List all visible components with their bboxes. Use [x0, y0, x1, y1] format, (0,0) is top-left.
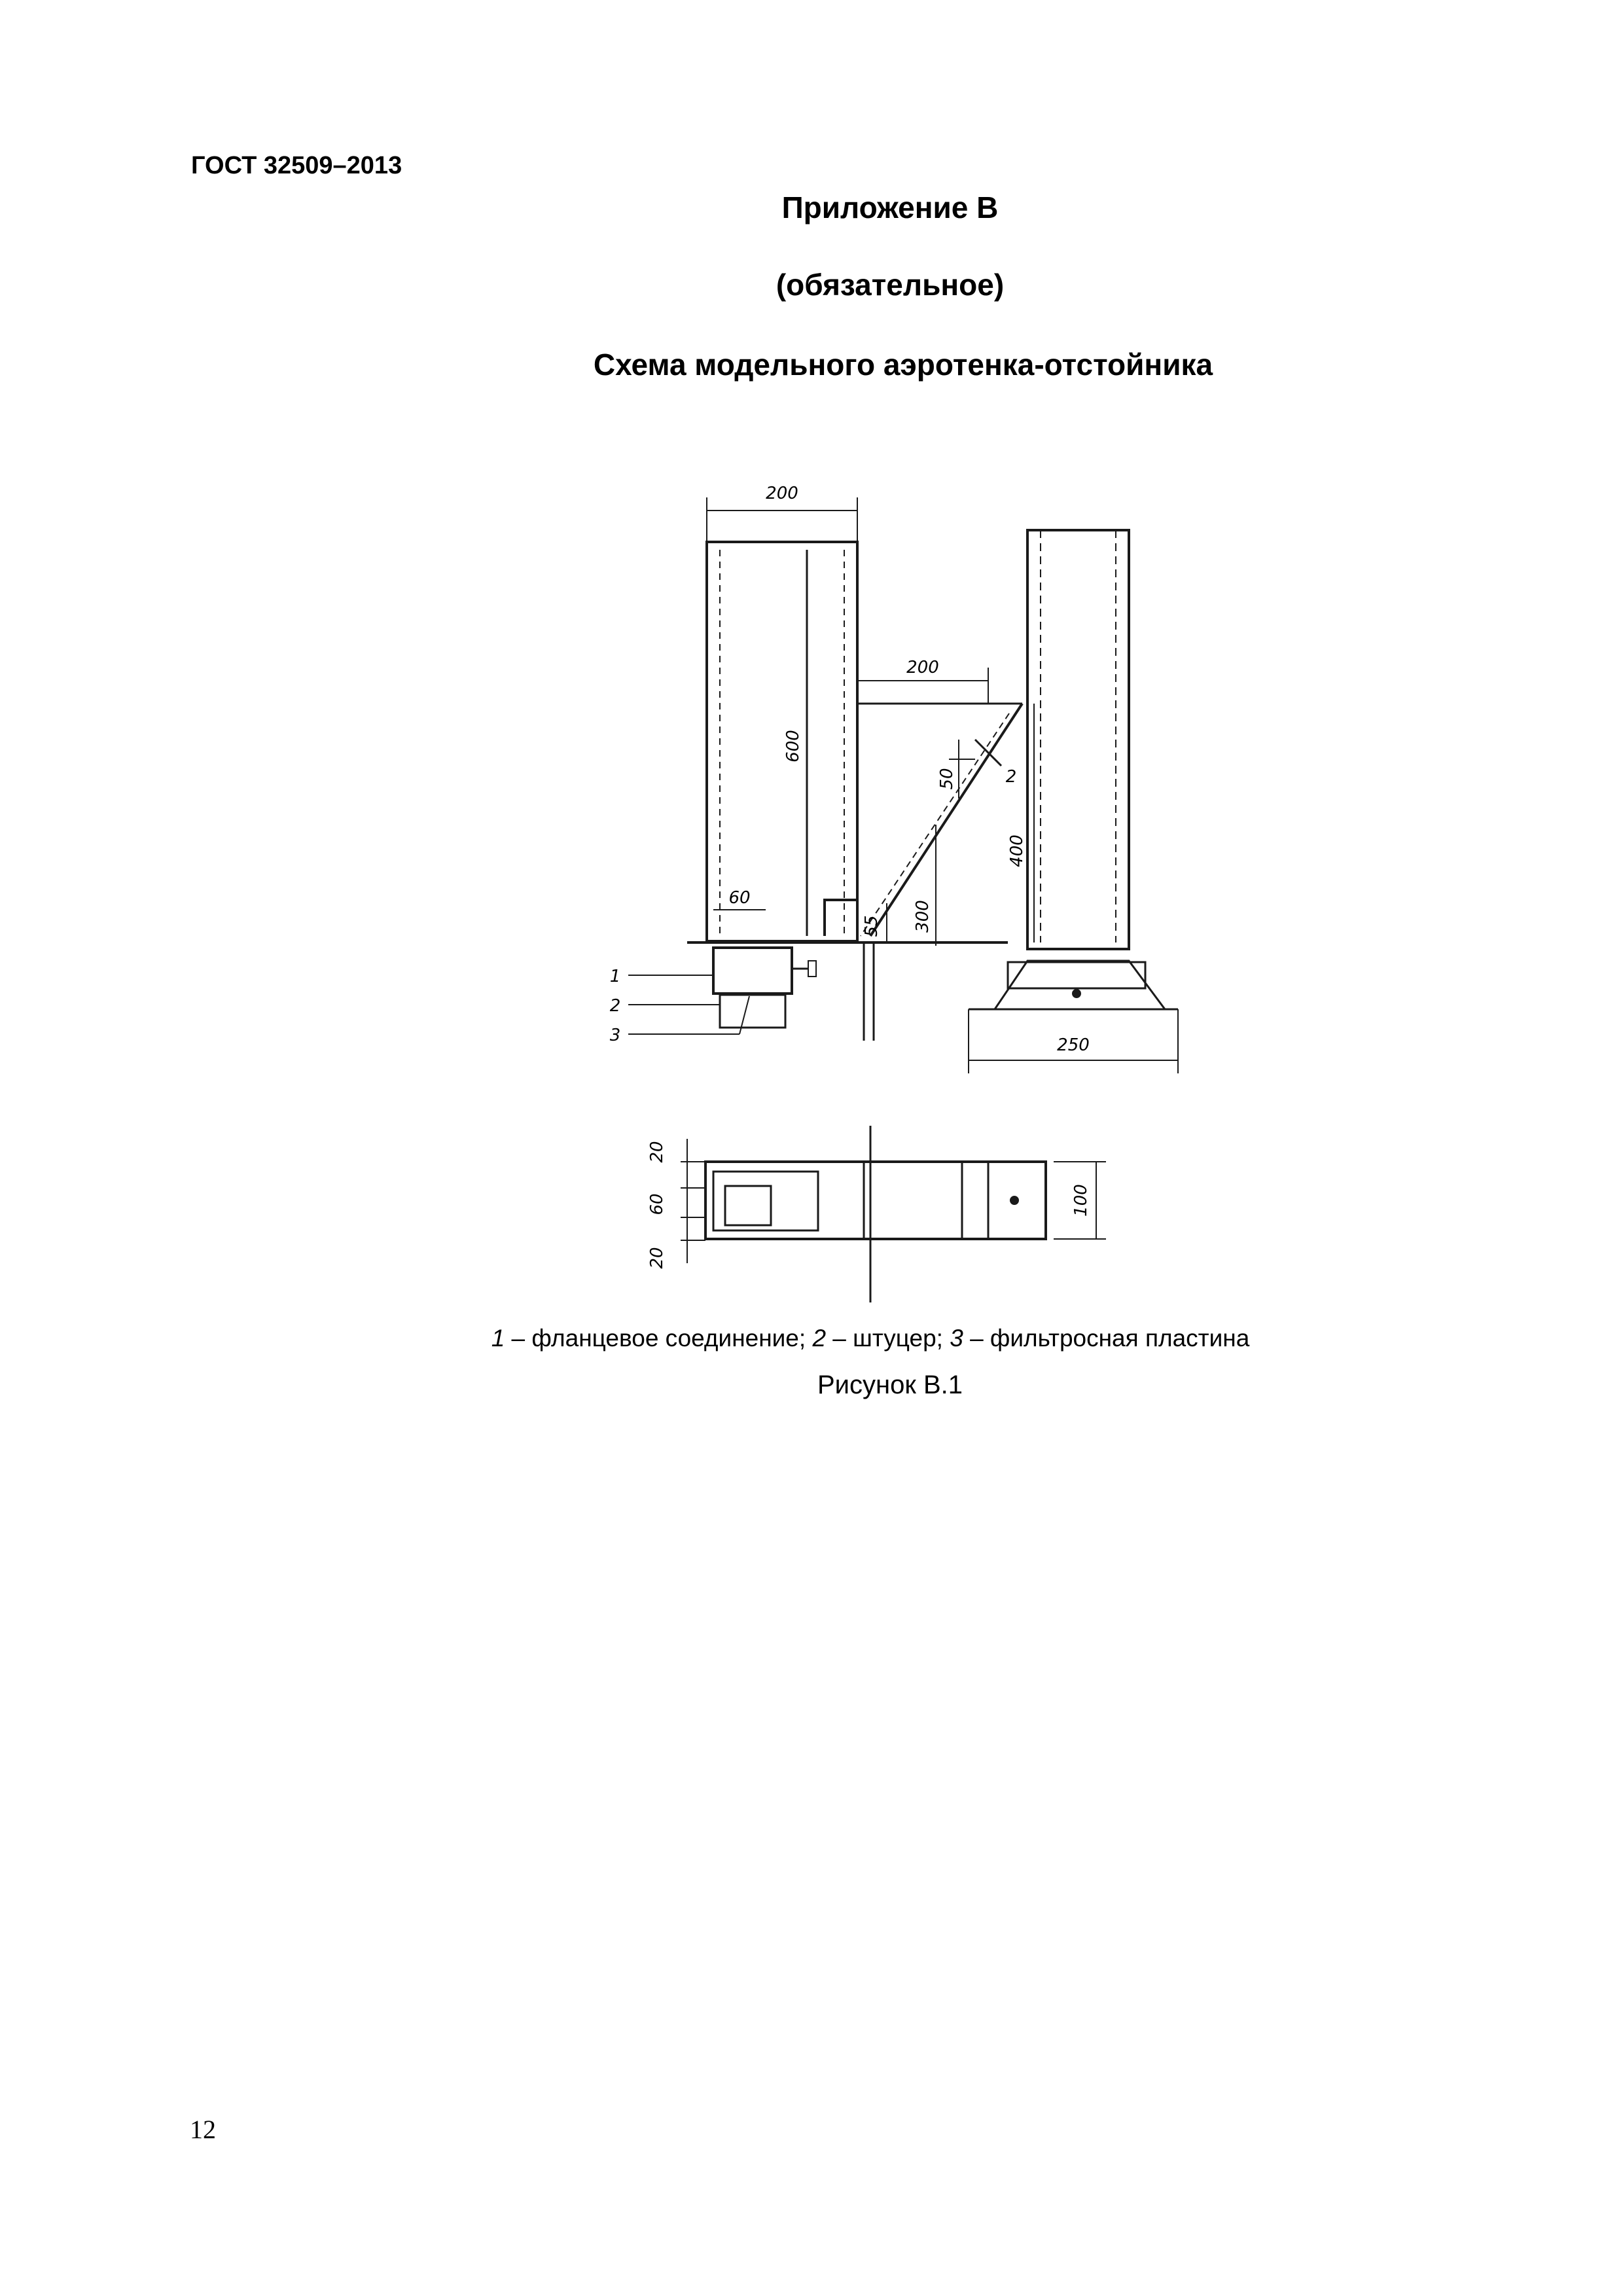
aerotank-scheme-drawing	[582, 458, 1204, 1322]
aeration-column-outline	[707, 542, 857, 941]
dim-400: 400	[1007, 834, 1027, 867]
appendix-status: (обязательное)	[776, 268, 1005, 302]
document-code: ГОСТ 32509–2013	[191, 152, 402, 179]
dim-60: 60	[728, 888, 751, 908]
legend-num-3: 3	[950, 1325, 963, 1352]
dim-55: 55	[862, 915, 882, 937]
figure-caption: Рисунок В.1	[817, 1371, 963, 1399]
scheme-title: Схема модельного аэротенка-отстойника	[593, 348, 1213, 382]
figure-legend	[59, 1325, 1623, 1352]
plan-view-outline	[705, 1162, 1046, 1239]
dim-settler-width: 200	[906, 658, 939, 677]
legend-text-3: – фильтросная пластина	[963, 1325, 1250, 1352]
side-view-column	[1027, 530, 1129, 949]
dim-300: 300	[913, 900, 933, 933]
filter-plate	[713, 948, 792, 994]
legend-num-1: 1	[491, 1325, 505, 1352]
dim-plan-100: 100	[1071, 1184, 1091, 1217]
appendix-title: Приложение В	[781, 190, 999, 224]
dim-top-width: 200	[766, 484, 798, 503]
callout-2-nozzle: 2	[1005, 767, 1017, 787]
legend-text-2: – штуцер;	[826, 1325, 950, 1352]
callout-3: 3	[609, 1026, 621, 1045]
callout-2: 2	[609, 996, 621, 1016]
dim-tank-height: 600	[783, 730, 803, 762]
dim-50: 50	[937, 768, 957, 790]
legend-num-2: 2	[812, 1325, 827, 1352]
dim-plan-60: 60	[647, 1193, 667, 1215]
dim-plan-20-bottom: 20	[647, 1247, 667, 1269]
legend-text-1: – фланцевое соединение;	[505, 1325, 813, 1352]
page-number: 12	[190, 2115, 216, 2144]
dim-base-width: 250	[1057, 1035, 1090, 1055]
dim-plan-20-top: 20	[647, 1141, 667, 1163]
callout-1: 1	[609, 967, 621, 986]
drawing-lines	[628, 497, 1178, 1302]
